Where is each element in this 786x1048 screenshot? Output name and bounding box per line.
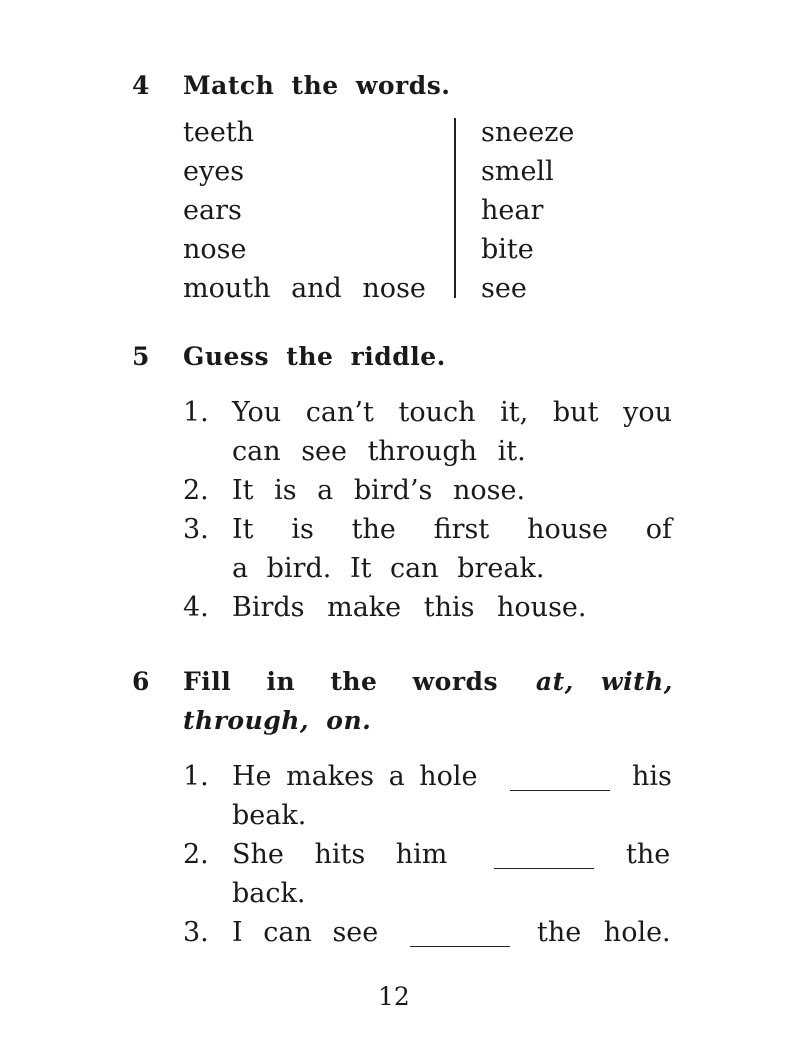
fill-text-after: the hole. <box>537 917 671 948</box>
exercise-5-number: 5 <box>132 342 150 371</box>
riddle-number: 4. <box>183 592 209 623</box>
riddle-number: 3. <box>183 514 209 545</box>
heading-italic-words: at, with, <box>535 667 673 696</box>
fill-text-after: his <box>632 761 672 792</box>
fill-text-after: the <box>626 839 671 870</box>
column-divider <box>454 118 456 298</box>
exercise-4-heading: Match the words. <box>183 71 451 100</box>
exercise-6-number: 6 <box>132 667 150 696</box>
fill-text-line2: back. <box>232 878 306 909</box>
match-left-item: mouth and nose <box>183 273 426 304</box>
riddle-line: You can’t touch it, but you <box>232 397 672 428</box>
riddle-line: a bird. It can break. <box>232 553 545 584</box>
riddle-line: It is a bird’s nose. <box>232 475 526 506</box>
match-left-item: eyes <box>183 156 245 187</box>
match-left-item: teeth <box>183 117 255 148</box>
match-right-item: hear <box>481 195 544 226</box>
fill-number: 1. <box>183 761 209 792</box>
match-right-item: smell <box>481 156 554 187</box>
fill-number: 3. <box>183 917 209 948</box>
riddle-number: 1. <box>183 397 209 428</box>
fill-number: 2. <box>183 839 209 870</box>
match-right-item: see <box>481 273 527 304</box>
match-right-item: bite <box>481 234 534 265</box>
fill-text-before: She hits him <box>232 839 448 870</box>
exercise-4-number: 4 <box>132 71 150 100</box>
match-right-item: sneeze <box>481 117 575 148</box>
riddle-line: Birds make this house. <box>232 592 587 623</box>
riddle-number: 2. <box>183 475 209 506</box>
riddle-line: can see through it. <box>232 436 526 467</box>
exercise-5-heading: Guess the riddle. <box>183 342 446 371</box>
fill-text-before: I can see <box>232 917 379 948</box>
riddle-line: It is the first house of <box>232 514 672 545</box>
match-left-item: nose <box>183 234 247 265</box>
page-number: 12 <box>378 982 410 1011</box>
match-left-item: ears <box>183 195 242 226</box>
fill-blank[interactable] <box>410 946 510 947</box>
fill-text-before: He makes a hole <box>232 761 478 792</box>
exercise-6-heading-line2: through, on. <box>183 706 372 735</box>
heading-text: Fill in the words <box>183 667 499 696</box>
fill-blank[interactable] <box>510 790 610 791</box>
fill-text-line2: beak. <box>232 800 307 831</box>
exercise-6-heading <box>183 667 673 696</box>
fill-blank[interactable] <box>494 868 594 869</box>
